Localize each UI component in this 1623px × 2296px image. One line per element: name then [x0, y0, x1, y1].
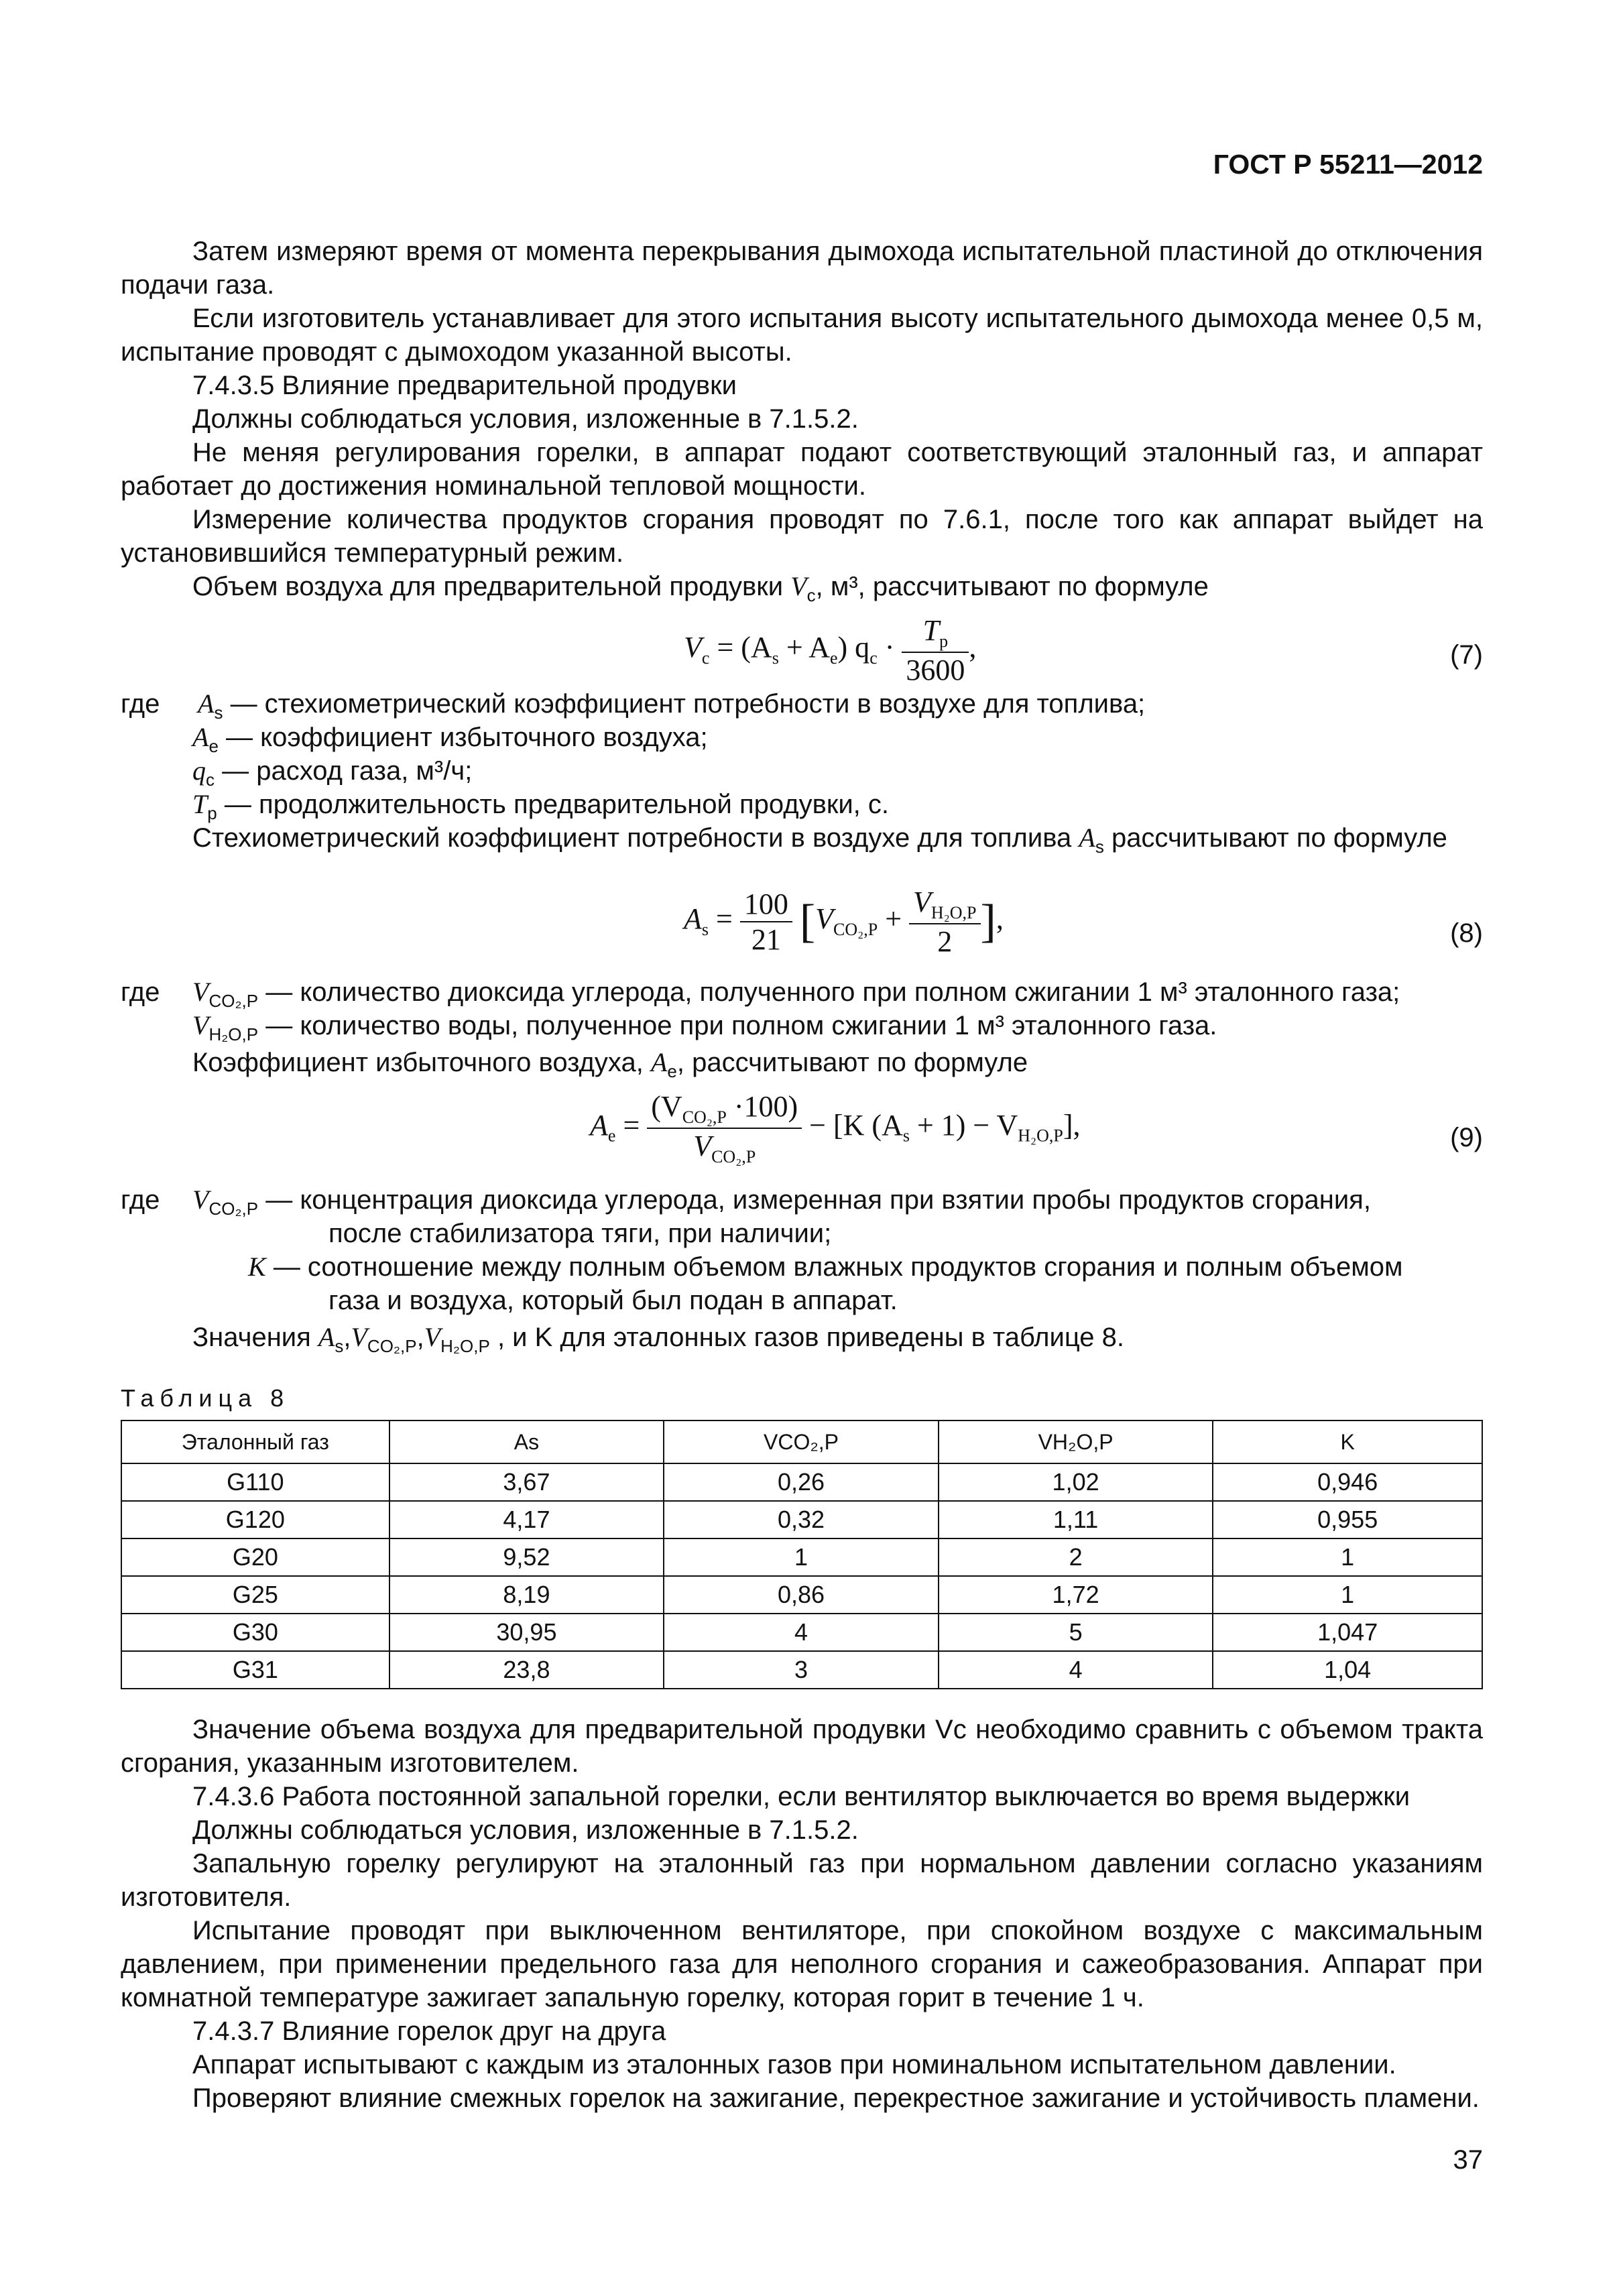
table-cell: 1,047	[1213, 1614, 1482, 1651]
table-cell: 8,19	[389, 1576, 664, 1614]
table-row	[121, 1463, 1482, 1501]
formula-7: $V_c = (A_s + A_e) q_c$ · $\frac{T_p}{3600}$ ,	[684, 614, 977, 686]
fraction: $\frac{V_{H_2O,P}}{2}$	[909, 885, 980, 959]
table-row	[121, 1538, 1482, 1576]
as-intro: Стехиометрический коэффициент потребности в воздухе для топлива $A_s$ рассчитывают по формуле	[192, 823, 1447, 857]
document-page	[121, 0, 1483, 2296]
paragraph: Проверяют влияние смежных горелок на зажигание, перекрестное зажигание и устойчивость пламени.	[192, 2083, 1480, 2113]
table-cell: G110	[121, 1463, 389, 1501]
table-cell: 1,11	[939, 1501, 1213, 1538]
ae-intro: Коэффициент избыточного воздуха, $A_e$, рассчитывают по формуле	[192, 1047, 1028, 1081]
where-block-8: где $V_{CO_2,P}$ — количество диоксида углерода, полученного при полном сжигании 1 м³ эталонного газа; $V_{H_2O,P}$ — количество воды, полученное при полном сжигании 1 м³ эталонного газа.	[121, 975, 1483, 1042]
table-cell: 23,8	[389, 1651, 664, 1689]
fraction: $\frac{(V_{CO_2,P} \cdot 100)}{V_{CO_2,P}}$	[647, 1089, 802, 1167]
values-line: Значения $A_s,V_{CO_2,P},V_{H_2O,P}$ , и K для эталонных газов приведены в таблице 8.	[192, 1322, 1125, 1356]
table-row	[121, 1576, 1482, 1614]
table-cell: 30,95	[389, 1614, 664, 1651]
formula-number: (9)	[1450, 1123, 1483, 1152]
table-cell: 1	[664, 1538, 939, 1576]
where-block-9: где $V_{CO_2,P}$ — концентрация диоксида углерода, измеренная при взятии пробы продуктов сгорания, после стабилизатора тяги, при наличии; K — соотношение между полным объемом влажных продуктов сгорания и полным объемом газа и воздуха, который был подан в аппарат.	[121, 1183, 1483, 1317]
table-cell: 1,04	[1213, 1651, 1482, 1689]
table-cell: 1,02	[939, 1463, 1213, 1501]
table-cell: 1	[1213, 1538, 1482, 1576]
fraction: $\frac{T_p}{3600}$	[902, 613, 969, 687]
table-cell: 2	[939, 1538, 1213, 1576]
table-cell: 4	[939, 1651, 1213, 1689]
document-header: ГОСТ Р 55211—2012	[1213, 149, 1483, 180]
table-cell: 0,86	[664, 1576, 939, 1614]
table-cell: G25	[121, 1576, 389, 1614]
definition-item: $A_e$ — коэффициент избыточного воздуха;	[192, 722, 708, 756]
section-heading: 7.4.3.5 Влияние предварительной продувки	[192, 371, 737, 400]
where-block-7: где $A_s$ — стехиометрический коэффициент потребности в воздухе для топлива; $A_e$ — коэффициент избыточного воздуха; $q_c$ — расход газа, м³/ч; $T_p$ — продолжительность предварительной продувки, с.	[121, 687, 1483, 828]
column-header: K	[1213, 1421, 1482, 1463]
paragraph: Объем воздуха для предварительной продувки $V_c$, м³, рассчитывают по формуле	[192, 571, 1209, 605]
paragraph: Аппарат испытывают с каждым из эталонных газов при номинальном испытательном давлении.	[192, 2050, 1396, 2079]
formula-number: (7)	[1450, 640, 1483, 670]
table-cell: 5	[939, 1614, 1213, 1651]
paragraph: Должны соблюдаться условия, изложенные в 7.1.5.2.	[192, 1815, 859, 1845]
body-top	[121, 235, 1483, 612]
table-row	[121, 1651, 1482, 1689]
definition-item: $V_{CO_2,P}$ — количество диоксида углерода, полученного при полном сжигании 1 м³ эталонного газа;	[192, 977, 1400, 1011]
body-bottom	[121, 1713, 1483, 2115]
definition-item: K — соотношение между полным объемом влажных продуктов сгорания и полным объемом	[248, 1252, 1403, 1282]
definition-item: $V_{CO_2,P}$ — концентрация диоксида углерода, измеренная при взятии пробы продуктов сгорания,	[192, 1185, 1371, 1219]
table-cell: 9,52	[389, 1538, 664, 1576]
table-cell: G20	[121, 1538, 389, 1576]
definition-item: $V_{H_2O,P}$ — количество воды, полученное при полном сжигании 1 м³ эталонного газа.	[192, 1010, 1217, 1044]
section-heading: 7.4.3.7 Влияние горелок друг на друга	[192, 2016, 666, 2046]
formula-9: $A_e$ = $\frac{(V_{CO_2,P} \cdot 100)}{V_{CO_2,P}}$ − [K $(A_s + 1) - V_{H_2O,P}$],	[590, 1090, 1081, 1166]
table-cell: G31	[121, 1651, 389, 1689]
definition-item: $T_p$ — продолжительность предварительной продувки, с.	[192, 789, 890, 823]
table-header-row	[121, 1421, 1482, 1463]
table-cell: 3,67	[389, 1463, 664, 1501]
table-cell: 1,72	[939, 1576, 1213, 1614]
table-cell: 0,946	[1213, 1463, 1482, 1501]
table-row	[121, 1501, 1482, 1538]
formula-8: $A_s$ = $\frac{100}{21}$ [$V_{CO_2,P}$ + $\frac{V_{H_2O,P}}{2}$ ],	[684, 886, 1004, 958]
paragraph: Запальную горелку регулируют на эталонный газ при нормальном давлении согласно указаниям изготовителя.	[121, 1849, 1483, 1912]
column-header: VCO₂,P	[664, 1421, 939, 1463]
table-cell: G120	[121, 1501, 389, 1538]
table-row	[121, 1614, 1482, 1651]
column-header: As	[389, 1421, 664, 1463]
reference-gas-table	[121, 1420, 1483, 1689]
table-cell: 3	[664, 1651, 939, 1689]
paragraph: Затем измеряют время от момента перекрывания дымохода испытательной пластиной до отключения подачи газа.	[121, 237, 1483, 300]
paragraph: Испытание проводят при выключенном вентиляторе, при спокойном воздухе с максимальным давлением, при применении предельного газа для неполного сгорания и сажеобразования. Аппарат при комнатной температуре зажигает запальную горелку, которая горит в течение 1 ч.	[121, 1916, 1483, 2012]
column-header: Эталонный газ	[121, 1421, 389, 1463]
definition-continuation: после стабилизатора тяги, при наличии;	[328, 1219, 832, 1248]
fraction: $\frac{100}{21}$	[740, 887, 792, 957]
table-cell: 1	[1213, 1576, 1482, 1614]
table-cell: 4	[664, 1614, 939, 1651]
paragraph: Если изготовитель устанавливает для этого испытания высоту испытательного дымохода менее 0,5 м, испытание проводят с дымоходом указанной высоты.	[121, 304, 1483, 367]
definition-continuation: газа и воздуха, который был подан в аппарат.	[328, 1286, 898, 1315]
table-cell: 0,955	[1213, 1501, 1482, 1538]
table-cell: 0,32	[664, 1501, 939, 1538]
table-cell: G30	[121, 1614, 389, 1651]
paragraph: Должны соблюдаться условия, изложенные в 7.1.5.2.	[192, 404, 859, 434]
column-header: VH₂O,P	[939, 1421, 1213, 1463]
paragraph: Не меняя регулирования горелки, в аппарат подают соответствующий эталонный газ, и аппарат работает до достижения номинальной тепловой мощности.	[121, 438, 1483, 501]
paragraph: Измерение количества продуктов сгорания проводят по 7.6.1, после того как аппарат выйдет на установившийся температурный режим.	[121, 505, 1483, 568]
definition-item: $q_c$ — расход газа, м³/ч;	[192, 756, 473, 790]
table-cell: 4,17	[389, 1501, 664, 1538]
paragraph: Значение объема воздуха для предварительной продувки Vc необходимо сравнить с объемом тракта сгорания, указанным изготовителем.	[121, 1715, 1483, 1778]
table-cell: 0,26	[664, 1463, 939, 1501]
section-heading: 7.4.3.6 Работа постоянной запальной горелки, если вентилятор выключается во время выдержки	[192, 1782, 1410, 1811]
formula-number: (8)	[1450, 918, 1483, 948]
page-number: 37	[1453, 2145, 1483, 2175]
table-caption: Таблица 8	[121, 1384, 290, 1412]
definition-item: $A_s$ — стехиометрический коэффициент потребности в воздухе для топлива;	[198, 688, 1146, 723]
